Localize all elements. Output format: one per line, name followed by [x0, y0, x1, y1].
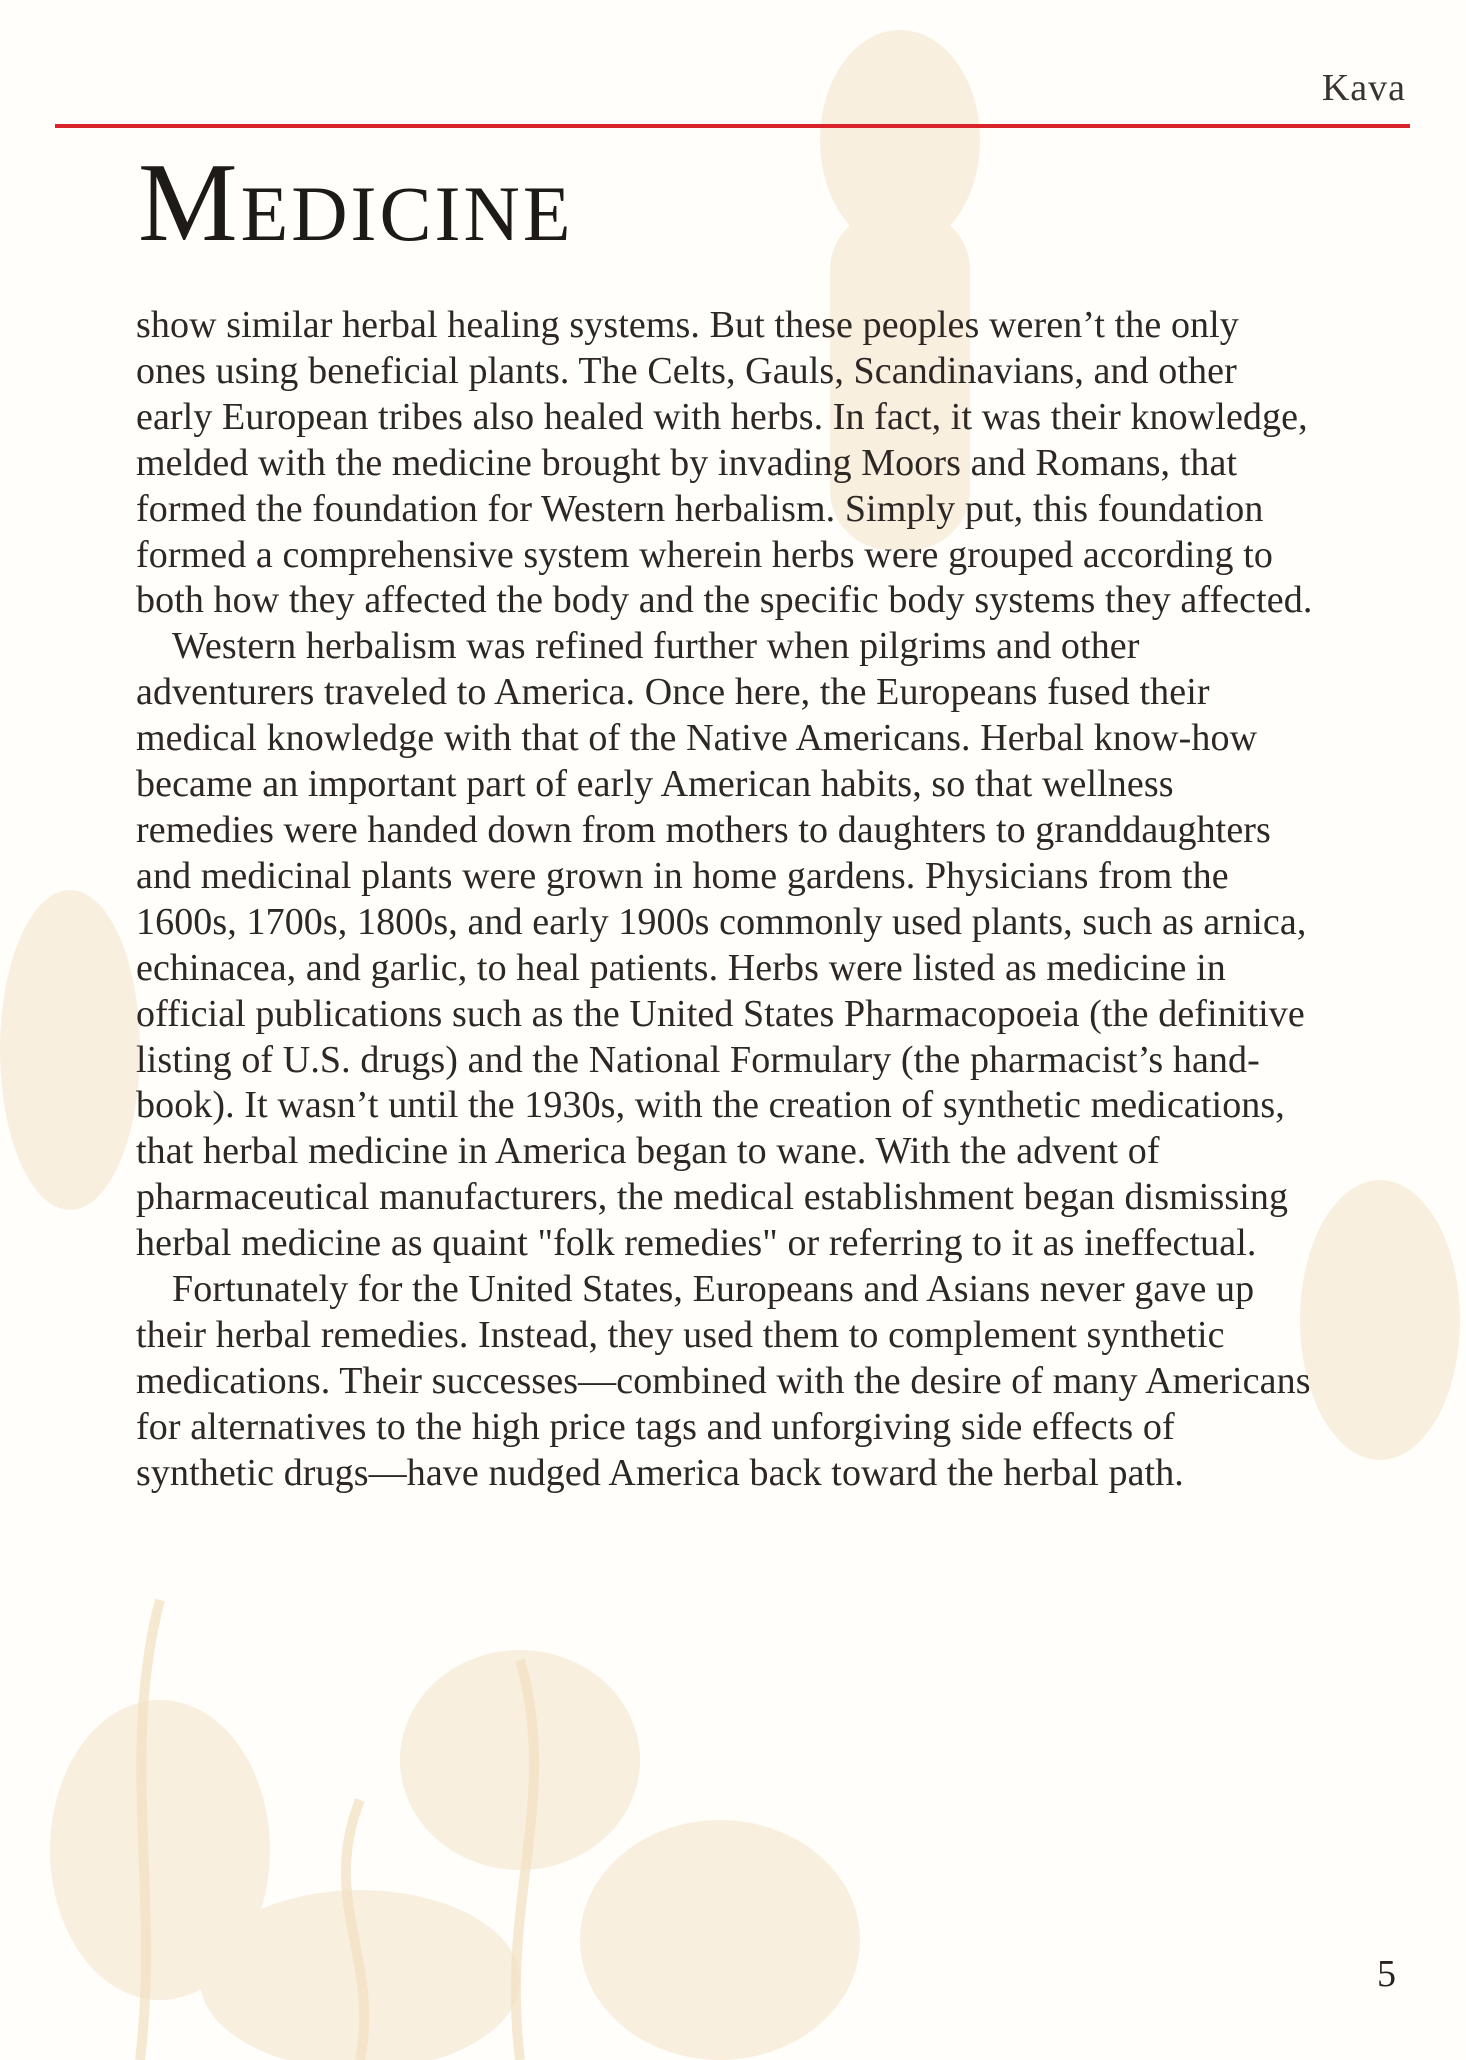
paragraph: Western herbalism was refined further when pilgrims and other adventurers traveled to America. Once here, the Europeans fused their medical knowledge with that of the Native Americans. Herbal know-how became an important part of early American habits, so that wellness remedies were handed down from mothers to daughters to granddaughters and medicinal plants were grown in home gardens. Physicians from the 1600s, 1700s, 1800s, and early 1900s commonly used plants, such as arnica, echinacea, and garlic, to heal patients. Herbs were listed as medicine in official publications such as the United States Pharmacopoeia (the definitive listing of U.S. drugs) and the National Formulary (the pharmacist’s hand-book). It wasn’t until the 1930s, with the creation of synthetic medications, that herbal medicine in America began to wane. With the advent of pharmaceutical manufacturers, the medical establishment began dismissing herbal medicine as quaint "folk remedies" or referring to it as ineffectual.	[136, 625, 1307, 1265]
page-number: 5	[1377, 1953, 1396, 1995]
page-title: Medicine	[138, 141, 574, 265]
paragraph: Fortunately for the United States, Europeans and Asians never gave up their herbal remedies. Instead, they used them to complement synthetic medications. Their successes—combined with the desire of many Americans for alternatives to the high price tags and unforgiving side effects of synthetic drugs—have nudged America back toward the herbal path.	[136, 1268, 1311, 1494]
running-head: Kava	[1321, 67, 1406, 109]
header-rule	[55, 124, 1410, 128]
paragraph: show similar herbal healing systems. But these peoples weren’t the only ones using beneficial plants. The Celts, Gauls, Scandinavians, and other early European tribes also healed with herbs. In fact, it was their knowledge, melded with the medicine brought by invading Moors and Romans, that formed the foundation for Western herbalism. Simply put, this foundation formed a comprehensive system wherein herbs were grouped according to both how they affected the body and the specific body systems they affected.	[136, 304, 1313, 622]
body-text	[136, 303, 1314, 1497]
